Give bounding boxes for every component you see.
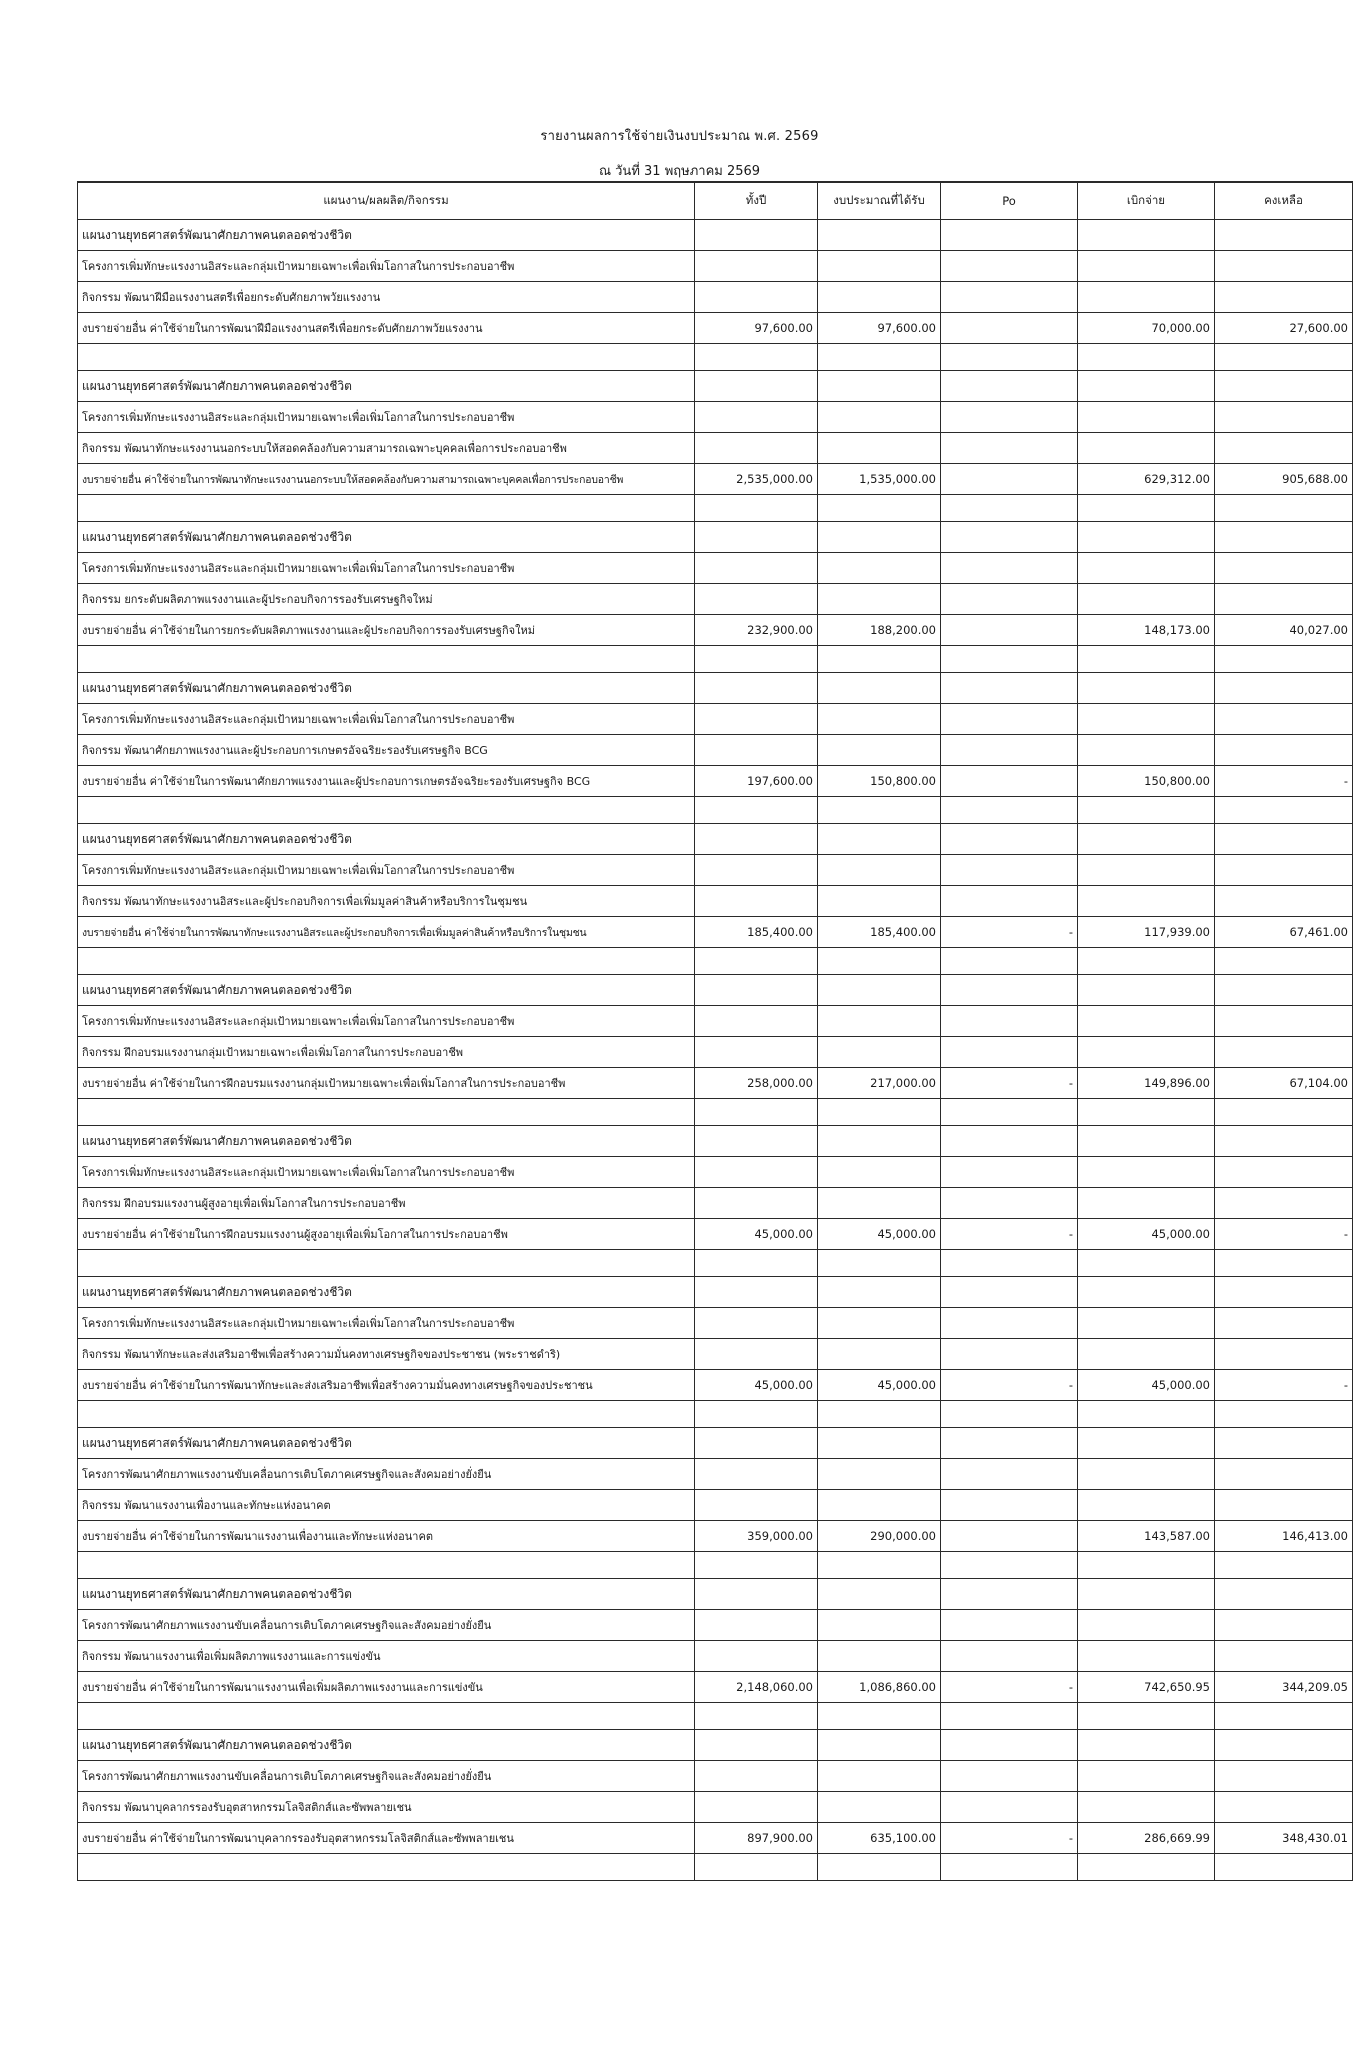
- expense-row: [78, 917, 1353, 948]
- activity-cell: กิจกรรม พัฒนาศักยภาพแรงงานและผู้ประกอบการเกษตรอัจฉริยะรองรับเศรษฐกิจ BCG: [78, 735, 695, 766]
- plan-cell: แผนงานยุทธศาสตร์พัฒนาศักยภาพคนตลอดช่วงชีวิต: [78, 371, 695, 402]
- total-cell: 185,400.00: [695, 917, 818, 948]
- plan-cell: แผนงานยุทธศาสตร์พัฒนาศักยภาพคนตลอดช่วงชีวิต: [78, 1428, 695, 1459]
- plan-cell: แผนงานยุทธศาสตร์พัฒนาศักยภาพคนตลอดช่วงชีวิต: [78, 1579, 695, 1610]
- received-cell: 290,000.00: [818, 1521, 941, 1552]
- plan-row: [78, 824, 1353, 855]
- remaining-cell: -: [1215, 1219, 1353, 1250]
- expense-row: [78, 615, 1353, 646]
- project-row: [78, 1006, 1353, 1037]
- remaining-cell: -: [1215, 766, 1353, 797]
- received-cell: 45,000.00: [818, 1370, 941, 1401]
- project-row: [78, 402, 1353, 433]
- activity-row: [78, 282, 1353, 313]
- remaining-cell: 67,461.00: [1215, 917, 1353, 948]
- received-cell: 45,000.00: [818, 1219, 941, 1250]
- disbursed-cell: 629,312.00: [1078, 464, 1215, 495]
- disbursed-cell: 148,173.00: [1078, 615, 1215, 646]
- disbursed-cell: 742,650.95: [1078, 1672, 1215, 1703]
- received-cell: 185,400.00: [818, 917, 941, 948]
- expense-cell: งบรายจ่ายอื่น ค่าใช้จ่ายในการพัฒนาทักษะแรงงานนอกระบบให้สอดคล้องกับความสามารถเฉพาะบุคคลเพื่อการประกอบอาชีพ: [78, 464, 695, 495]
- received-cell: 188,200.00: [818, 615, 941, 646]
- remaining-cell: -: [1215, 1370, 1353, 1401]
- disbursed-cell: 45,000.00: [1078, 1219, 1215, 1250]
- project-row: [78, 251, 1353, 282]
- activity-row: [78, 1641, 1353, 1672]
- plan-cell: แผนงานยุทธศาสตร์พัฒนาศักยภาพคนตลอดช่วงชีวิต: [78, 975, 695, 1006]
- project-cell: โครงการเพิ่มทักษะแรงงานอิสระและกลุ่มเป้าหมายเฉพาะเพื่อเพิ่มโอกาสในการประกอบอาชีพ: [78, 251, 695, 282]
- project-row: [78, 1610, 1353, 1641]
- plan-row: [78, 1730, 1353, 1761]
- disbursed-cell: 149,896.00: [1078, 1068, 1215, 1099]
- disbursed-cell: 70,000.00: [1078, 313, 1215, 344]
- disbursed-cell: 143,587.00: [1078, 1521, 1215, 1552]
- activity-row: [78, 886, 1353, 917]
- spacer-row: [78, 1854, 1353, 1881]
- remaining-cell: 344,209.05: [1215, 1672, 1353, 1703]
- po-cell: [941, 1521, 1078, 1552]
- plan-row: [78, 1579, 1353, 1610]
- plan-cell: แผนงานยุทธศาสตร์พัฒนาศักยภาพคนตลอดช่วงชีวิต: [78, 1277, 695, 1308]
- received-cell: 97,600.00: [818, 313, 941, 344]
- expense-cell: งบรายจ่ายอื่น ค่าใช้จ่ายในการพัฒนาแรงงานเพื่อเพิ่มผลิตภาพแรงงานและการแข่งขัน: [78, 1672, 695, 1703]
- total-cell: 258,000.00: [695, 1068, 818, 1099]
- spacer-row: [78, 344, 1353, 371]
- activity-cell: กิจกรรม พัฒนาบุคลากรรองรับอุตสาหกรรมโลจิสติกส์และซัพพลายเชน: [78, 1792, 695, 1823]
- plan-row: [78, 1277, 1353, 1308]
- remaining-cell: 27,600.00: [1215, 313, 1353, 344]
- project-cell: โครงการเพิ่มทักษะแรงงานอิสระและกลุ่มเป้าหมายเฉพาะเพื่อเพิ่มโอกาสในการประกอบอาชีพ: [78, 855, 695, 886]
- total-cell: 45,000.00: [695, 1219, 818, 1250]
- disbursed-cell: 150,800.00: [1078, 766, 1215, 797]
- po-cell: [941, 313, 1078, 344]
- spacer-row: [78, 948, 1353, 975]
- expense-cell: งบรายจ่ายอื่น ค่าใช้จ่ายในการพัฒนาฝีมือแรงงานสตรีเพื่อยกระดับศักยภาพวัยแรงงาน: [78, 313, 695, 344]
- po-cell: -: [941, 917, 1078, 948]
- po-cell: [941, 766, 1078, 797]
- expense-row: [78, 1823, 1353, 1854]
- po-cell: -: [941, 1219, 1078, 1250]
- po-cell: -: [941, 1370, 1078, 1401]
- spacer-row: [78, 1552, 1353, 1579]
- po-cell: [941, 464, 1078, 495]
- project-row: [78, 855, 1353, 886]
- project-row: [78, 704, 1353, 735]
- total-cell: 2,148,060.00: [695, 1672, 818, 1703]
- po-cell: [941, 615, 1078, 646]
- header-po: Po: [941, 182, 1078, 220]
- spacer-row: [78, 797, 1353, 824]
- expense-cell: งบรายจ่ายอื่น ค่าใช้จ่ายในการพัฒนาศักยภาพแรงงานและผู้ประกอบการเกษตรอัจฉริยะรองรับเศรษฐกิจ BCG: [78, 766, 695, 797]
- plan-row: [78, 1428, 1353, 1459]
- expense-cell: งบรายจ่ายอื่น ค่าใช้จ่ายในการฝึกอบรมแรงงานกลุ่มเป้าหมายเฉพาะเพื่อเพิ่มโอกาสในการประกอบอาชีพ: [78, 1068, 695, 1099]
- header-description: แผนงาน/ผลผลิต/กิจกรรม: [78, 182, 695, 220]
- spacer-row: [78, 1250, 1353, 1277]
- table-header-row: [78, 182, 1353, 220]
- expense-cell: งบรายจ่ายอื่น ค่าใช้จ่ายในการพัฒนาทักษะและส่งเสริมอาชีพเพื่อสร้างความมั่นคงทางเศรษฐกิจของประชาชน: [78, 1370, 695, 1401]
- expense-row: [78, 313, 1353, 344]
- plan-row: [78, 975, 1353, 1006]
- expense-row: [78, 766, 1353, 797]
- project-cell: โครงการเพิ่มทักษะแรงงานอิสระและกลุ่มเป้าหมายเฉพาะเพื่อเพิ่มโอกาสในการประกอบอาชีพ: [78, 1157, 695, 1188]
- project-row: [78, 1308, 1353, 1339]
- activity-cell: กิจกรรม พัฒนาทักษะและส่งเสริมอาชีพเพื่อสร้างความมั่นคงทางเศรษฐกิจของประชาชน (พระราชดำริ): [78, 1339, 695, 1370]
- expense-row: [78, 1370, 1353, 1401]
- total-cell: 232,900.00: [695, 615, 818, 646]
- spacer-row: [78, 1099, 1353, 1126]
- total-cell: 2,535,000.00: [695, 464, 818, 495]
- spacer-row: [78, 1703, 1353, 1730]
- project-cell: โครงการพัฒนาศักยภาพแรงงานขับเคลื่อนการเติบโตภาคเศรษฐกิจและสังคมอย่างยั่งยืน: [78, 1459, 695, 1490]
- remaining-cell: 905,688.00: [1215, 464, 1353, 495]
- report-title: รายงานผลการใช้จ่ายเงินงบประมาณ พ.ศ. 2569: [540, 129, 819, 144]
- table-body: [78, 220, 1353, 1881]
- activity-cell: กิจกรรม ยกระดับผลิตภาพแรงงานและผู้ประกอบกิจการรองรับเศรษฐกิจใหม่: [78, 584, 695, 615]
- activity-row: [78, 1490, 1353, 1521]
- activity-cell: กิจกรรม พัฒนาทักษะแรงงานนอกระบบให้สอดคล้องกับความสามารถเฉพาะบุคคลเพื่อการประกอบอาชีพ: [78, 433, 695, 464]
- received-cell: 150,800.00: [818, 766, 941, 797]
- plan-cell: แผนงานยุทธศาสตร์พัฒนาศักยภาพคนตลอดช่วงชีวิต: [78, 220, 695, 251]
- expense-row: [78, 1219, 1353, 1250]
- activity-row: [78, 1188, 1353, 1219]
- header-total: ทั้งปี: [695, 182, 818, 220]
- received-cell: 635,100.00: [818, 1823, 941, 1854]
- project-cell: โครงการเพิ่มทักษะแรงงานอิสระและกลุ่มเป้าหมายเฉพาะเพื่อเพิ่มโอกาสในการประกอบอาชีพ: [78, 553, 695, 584]
- plan-cell: แผนงานยุทธศาสตร์พัฒนาศักยภาพคนตลอดช่วงชีวิต: [78, 1126, 695, 1157]
- report-date: ณ วันที่ 31 พฤษภาคม 2569: [598, 164, 761, 179]
- remaining-cell: 40,027.00: [1215, 615, 1353, 646]
- project-row: [78, 1459, 1353, 1490]
- project-row: [78, 1761, 1353, 1792]
- po-cell: -: [941, 1823, 1078, 1854]
- received-cell: 1,086,860.00: [818, 1672, 941, 1703]
- remaining-cell: 67,104.00: [1215, 1068, 1353, 1099]
- activity-cell: กิจกรรม ฝึกอบรมแรงงานกลุ่มเป้าหมายเฉพาะเพื่อเพิ่มโอกาสในการประกอบอาชีพ: [78, 1037, 695, 1068]
- activity-cell: กิจกรรม ฝึกอบรมแรงงานผู้สูงอายุเพื่อเพิ่มโอกาสในการประกอบอาชีพ: [78, 1188, 695, 1219]
- header-disbursed: เบิกจ่าย: [1078, 182, 1215, 220]
- expense-cell: งบรายจ่ายอื่น ค่าใช้จ่ายในการพัฒนาแรงงานเพื่องานและทักษะแห่งอนาคต: [78, 1521, 695, 1552]
- plan-cell: แผนงานยุทธศาสตร์พัฒนาศักยภาพคนตลอดช่วงชีวิต: [78, 673, 695, 704]
- plan-row: [78, 1126, 1353, 1157]
- expense-cell: งบรายจ่ายอื่น ค่าใช้จ่ายในการยกระดับผลิตภาพแรงงานและผู้ประกอบกิจการรองรับเศรษฐกิจใหม่: [78, 615, 695, 646]
- received-cell: 1,535,000.00: [818, 464, 941, 495]
- plan-row: [78, 371, 1353, 402]
- disbursed-cell: 286,669.99: [1078, 1823, 1215, 1854]
- plan-cell: แผนงานยุทธศาสตร์พัฒนาศักยภาพคนตลอดช่วงชีวิต: [78, 824, 695, 855]
- activity-row: [78, 1792, 1353, 1823]
- header-received: งบประมาณที่ได้รับ: [818, 182, 941, 220]
- total-cell: 359,000.00: [695, 1521, 818, 1552]
- project-cell: โครงการเพิ่มทักษะแรงงานอิสระและกลุ่มเป้าหมายเฉพาะเพื่อเพิ่มโอกาสในการประกอบอาชีพ: [78, 402, 695, 433]
- plan-row: [78, 522, 1353, 553]
- remaining-cell: 146,413.00: [1215, 1521, 1353, 1552]
- po-cell: -: [941, 1672, 1078, 1703]
- activity-row: [78, 584, 1353, 615]
- expense-cell: งบรายจ่ายอื่น ค่าใช้จ่ายในการพัฒนาทักษะแรงงานอิสระและผู้ประกอบกิจการเพื่อเพิ่มมูลค่าสินค้าหรือบริการในชุมชน: [78, 917, 695, 948]
- activity-cell: กิจกรรม พัฒนาทักษะแรงงานอิสระและผู้ประกอบกิจการเพื่อเพิ่มมูลค่าสินค้าหรือบริการในชุมชน: [78, 886, 695, 917]
- project-cell: โครงการเพิ่มทักษะแรงงานอิสระและกลุ่มเป้าหมายเฉพาะเพื่อเพิ่มโอกาสในการประกอบอาชีพ: [78, 1308, 695, 1339]
- activity-cell: กิจกรรม พัฒนาฝีมือแรงงานสตรีเพื่อยกระดับศักยภาพวัยแรงงาน: [78, 282, 695, 313]
- project-row: [78, 1157, 1353, 1188]
- expense-row: [78, 1068, 1353, 1099]
- remaining-cell: 348,430.01: [1215, 1823, 1353, 1854]
- activity-cell: กิจกรรม พัฒนาแรงงานเพื่อเพิ่มผลิตภาพแรงงานและการแข่งขัน: [78, 1641, 695, 1672]
- header-remaining: คงเหลือ: [1215, 182, 1353, 220]
- po-cell: -: [941, 1068, 1078, 1099]
- project-cell: โครงการเพิ่มทักษะแรงงานอิสระและกลุ่มเป้าหมายเฉพาะเพื่อเพิ่มโอกาสในการประกอบอาชีพ: [78, 704, 695, 735]
- plan-cell: แผนงานยุทธศาสตร์พัฒนาศักยภาพคนตลอดช่วงชีวิต: [78, 1730, 695, 1761]
- project-cell: โครงการพัฒนาศักยภาพแรงงานขับเคลื่อนการเติบโตภาคเศรษฐกิจและสังคมอย่างยั่งยืน: [78, 1610, 695, 1641]
- total-cell: 97,600.00: [695, 313, 818, 344]
- disbursed-cell: 117,939.00: [1078, 917, 1215, 948]
- activity-row: [78, 433, 1353, 464]
- received-cell: 217,000.00: [818, 1068, 941, 1099]
- total-cell: 45,000.00: [695, 1370, 818, 1401]
- spacer-row: [78, 495, 1353, 522]
- activity-cell: กิจกรรม พัฒนาแรงงานเพื่องานและทักษะแห่งอนาคต: [78, 1490, 695, 1521]
- spacer-row: [78, 1401, 1353, 1428]
- project-cell: โครงการพัฒนาศักยภาพแรงงานขับเคลื่อนการเติบโตภาคเศรษฐกิจและสังคมอย่างยั่งยืน: [78, 1761, 695, 1792]
- expense-row: [78, 464, 1353, 495]
- total-cell: 197,600.00: [695, 766, 818, 797]
- activity-row: [78, 1339, 1353, 1370]
- project-cell: โครงการเพิ่มทักษะแรงงานอิสระและกลุ่มเป้าหมายเฉพาะเพื่อเพิ่มโอกาสในการประกอบอาชีพ: [78, 1006, 695, 1037]
- activity-row: [78, 1037, 1353, 1068]
- plan-row: [78, 220, 1353, 251]
- expense-cell: งบรายจ่ายอื่น ค่าใช้จ่ายในการพัฒนาบุคลากรรองรับอุตสาหกรรมโลจิสติกส์และซัพพลายเชน: [78, 1823, 695, 1854]
- budget-report-table: [77, 181, 1353, 1881]
- disbursed-cell: 45,000.00: [1078, 1370, 1215, 1401]
- activity-row: [78, 735, 1353, 766]
- project-row: [78, 553, 1353, 584]
- expense-row: [78, 1672, 1353, 1703]
- expense-row: [78, 1521, 1353, 1552]
- expense-cell: งบรายจ่ายอื่น ค่าใช้จ่ายในการฝึกอบรมแรงงานผู้สูงอายุเพื่อเพิ่มโอกาสในการประกอบอาชีพ: [78, 1219, 695, 1250]
- plan-row: [78, 673, 1353, 704]
- plan-cell: แผนงานยุทธศาสตร์พัฒนาศักยภาพคนตลอดช่วงชีวิต: [78, 522, 695, 553]
- spacer-row: [78, 646, 1353, 673]
- total-cell: 897,900.00: [695, 1823, 818, 1854]
